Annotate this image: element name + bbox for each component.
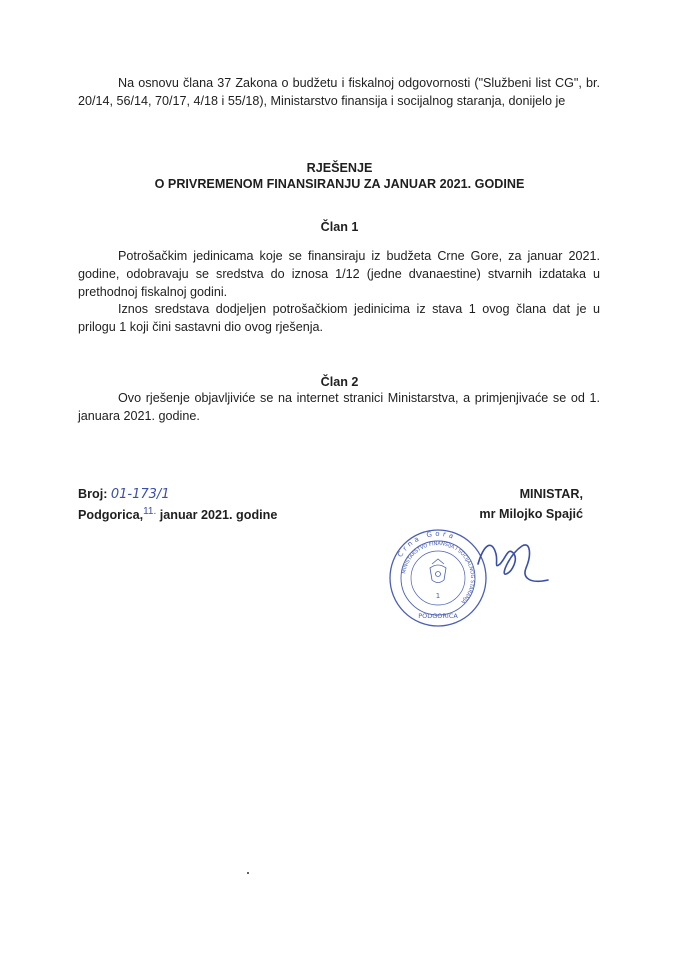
- reference-number-handwritten: 01-173/1: [110, 487, 170, 502]
- date-text: januar 2021. godine: [159, 508, 278, 522]
- signer-block: [479, 484, 583, 524]
- seal-inner-text: MINISTARSTVO FINANSIJA I SOCIJALNOG STARANJA: [401, 540, 476, 605]
- article-1-paragraph-2: Iznos sredstava dodjeljen potrošačkiom jedinicima iz stava 1 ovog člana dat je u prilogu 1 koji čini sastavni dio ovog rješenja.: [78, 302, 600, 334]
- document-title: RJEŠENJE: [306, 161, 373, 175]
- page-speck: [247, 872, 249, 874]
- date-day-handwritten: 11.: [143, 506, 157, 517]
- article-1-heading: Član 1: [320, 220, 359, 234]
- signer-title: MINISTAR,: [519, 487, 583, 501]
- coat-of-arms-icon: [430, 559, 446, 583]
- handwritten-signature: [470, 524, 560, 594]
- place-date-line: [78, 505, 277, 527]
- place-label: Podgorica,: [78, 508, 144, 522]
- seal-city: PODGORICA: [418, 612, 458, 620]
- document-reference: [78, 484, 277, 527]
- seal-number: 1: [435, 592, 441, 600]
- signer-name: mr Milojko Spajić: [479, 507, 583, 521]
- article-2-heading: Član 2: [320, 375, 359, 389]
- reference-number-line: [78, 484, 277, 505]
- article-1-paragraph-1: Potrošačkim jedinicama koje se finansiraju iz budžeta Crne Gore, za januar 2021. godine, odobravaju se sredstva do iznosa 1/12 (jedne dvanaestine) stvarnih izdataka u prethodnoj fiskalnoj godini.: [78, 249, 600, 299]
- document-subtitle: O PRIVREMENOM FINANSIRANJU ZA JANUAR 2021. GODINE: [154, 177, 525, 191]
- reference-number-label: Broj:: [78, 487, 108, 501]
- seal-outer-text: Crna Gora: [396, 529, 458, 559]
- intro-paragraph: Na osnovu člana 37 Zakona o budžetu i fiskalnoj odgovornosti ("Službeni list CG", br. 20/14, 56/14, 70/17, 4/18 i 55/18), Ministarstvo finansija i socijalnog staranja, donijelo je: [78, 76, 600, 108]
- article-2-paragraph-1: Ovo rješenje objavljiviće se na internet stranici Ministarstva, a primjenjivaće se od 1. januara 2021. godine.: [78, 391, 600, 423]
